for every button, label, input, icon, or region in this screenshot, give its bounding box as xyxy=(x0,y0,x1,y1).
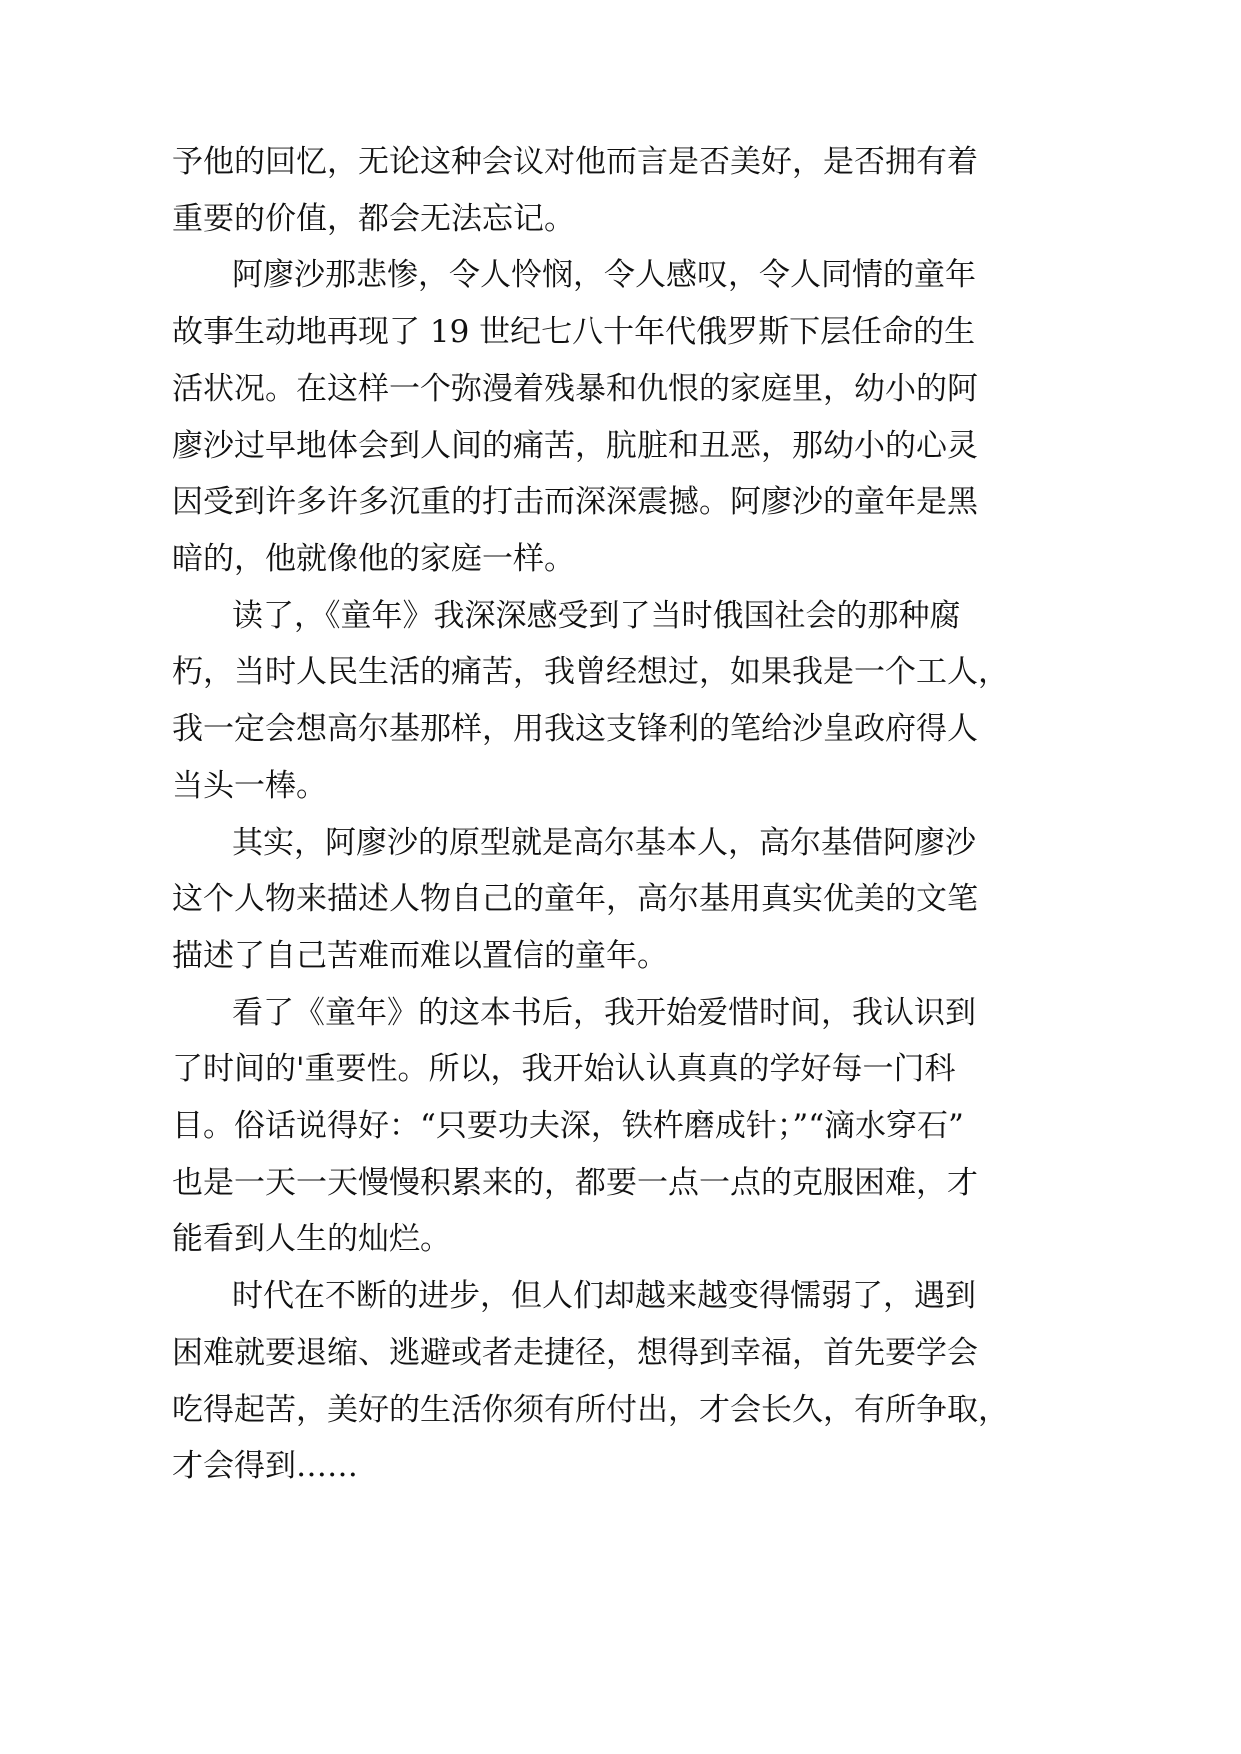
paragraph-text: 故事生动地再现了 19 世纪七八十年代俄罗斯下层任命的生 xyxy=(172,314,976,350)
text-line xyxy=(0,132,1241,192)
text-line xyxy=(0,472,1241,532)
text-line xyxy=(0,813,1241,873)
paragraph-text: 目。俗话说得好：“只要功夫深，铁杵磨成针；”“滴水穿石” xyxy=(172,1108,964,1144)
paragraph-text: 朽，当时人民生活的痛苦，我曾经想过，如果我是一个工人， xyxy=(172,654,1009,690)
text-line xyxy=(0,1380,1241,1440)
paragraph-text: 时代在不断的进步，但人们却越来越变得懦弱了，遇到 xyxy=(232,1278,976,1314)
text-line xyxy=(0,529,1241,589)
text-line xyxy=(0,1096,1241,1156)
paragraph-text: 能看到人生的灿烂。 xyxy=(172,1221,451,1257)
text-line xyxy=(0,699,1241,759)
text-line xyxy=(0,586,1241,646)
paragraph-text: 吃得起苦，美好的生活你须有所付出，才会长久，有所争取， xyxy=(172,1392,1009,1428)
paragraph-text: 当头一棒。 xyxy=(172,768,327,804)
paragraph-text: 因受到许多许多沉重的打击而深深震撼。阿廖沙的童年是黑 xyxy=(172,484,978,520)
paragraph-text: 才会得到…… xyxy=(172,1448,358,1484)
paragraph-text: 重要的价值，都会无法忘记。 xyxy=(172,201,575,237)
paragraph-text: 这个人物来描述人物自己的童年，高尔基用真实优美的文笔 xyxy=(172,881,978,917)
text-line xyxy=(0,983,1241,1043)
text-line xyxy=(0,302,1241,362)
paragraph-text: 看了《童年》的这本书后，我开始爱惜时间，我认识到 xyxy=(232,995,976,1031)
paragraph-text: 活状况。在这样一个弥漫着残暴和仇恨的家庭里，幼小的阿 xyxy=(172,371,978,407)
text-line xyxy=(0,1039,1241,1099)
text-line xyxy=(0,1209,1241,1269)
paragraph-text: 暗的，他就像他的家庭一样。 xyxy=(172,541,575,577)
paragraph-text: 描述了自己苦难而难以置信的童年。 xyxy=(172,938,668,974)
paragraph-text: 困难就要退缩、逃避或者走捷径，想得到幸福，首先要学会 xyxy=(172,1335,978,1371)
text-line xyxy=(0,869,1241,929)
text-line xyxy=(0,359,1241,419)
paragraph-text: 我一定会想高尔基那样，用我这支锋利的笔给沙皇政府得人 xyxy=(172,711,978,747)
paragraph-text: 阿廖沙那悲惨，令人怜悯，令人感叹，令人同情的童年 xyxy=(232,257,976,293)
text-line xyxy=(0,245,1241,305)
text-line xyxy=(0,416,1241,476)
paragraph-text: 予他的回忆，无论这种会议对他而言是否美好，是否拥有着 xyxy=(172,144,978,180)
text-line xyxy=(0,1323,1241,1383)
paragraph-text: 读了，《童年》我深深感受到了当时俄国社会的那种腐 xyxy=(232,598,961,634)
text-line xyxy=(0,642,1241,702)
text-line xyxy=(0,1436,1241,1496)
text-line xyxy=(0,1266,1241,1326)
text-line xyxy=(0,1153,1241,1213)
paragraph-text: 了时间的'重要性。所以，我开始认认真真的学好每一门科 xyxy=(172,1051,956,1087)
paragraph-text: 廖沙过早地体会到人间的痛苦，肮脏和丑恶，那幼小的心灵 xyxy=(172,428,978,464)
text-line xyxy=(0,189,1241,249)
paragraph-text: 也是一天一天慢慢积累来的，都要一点一点的克服困难，才 xyxy=(172,1165,978,1201)
text-line xyxy=(0,926,1241,986)
paragraph-text: 其实，阿廖沙的原型就是高尔基本人，高尔基借阿廖沙 xyxy=(232,825,976,861)
text-line xyxy=(0,756,1241,816)
